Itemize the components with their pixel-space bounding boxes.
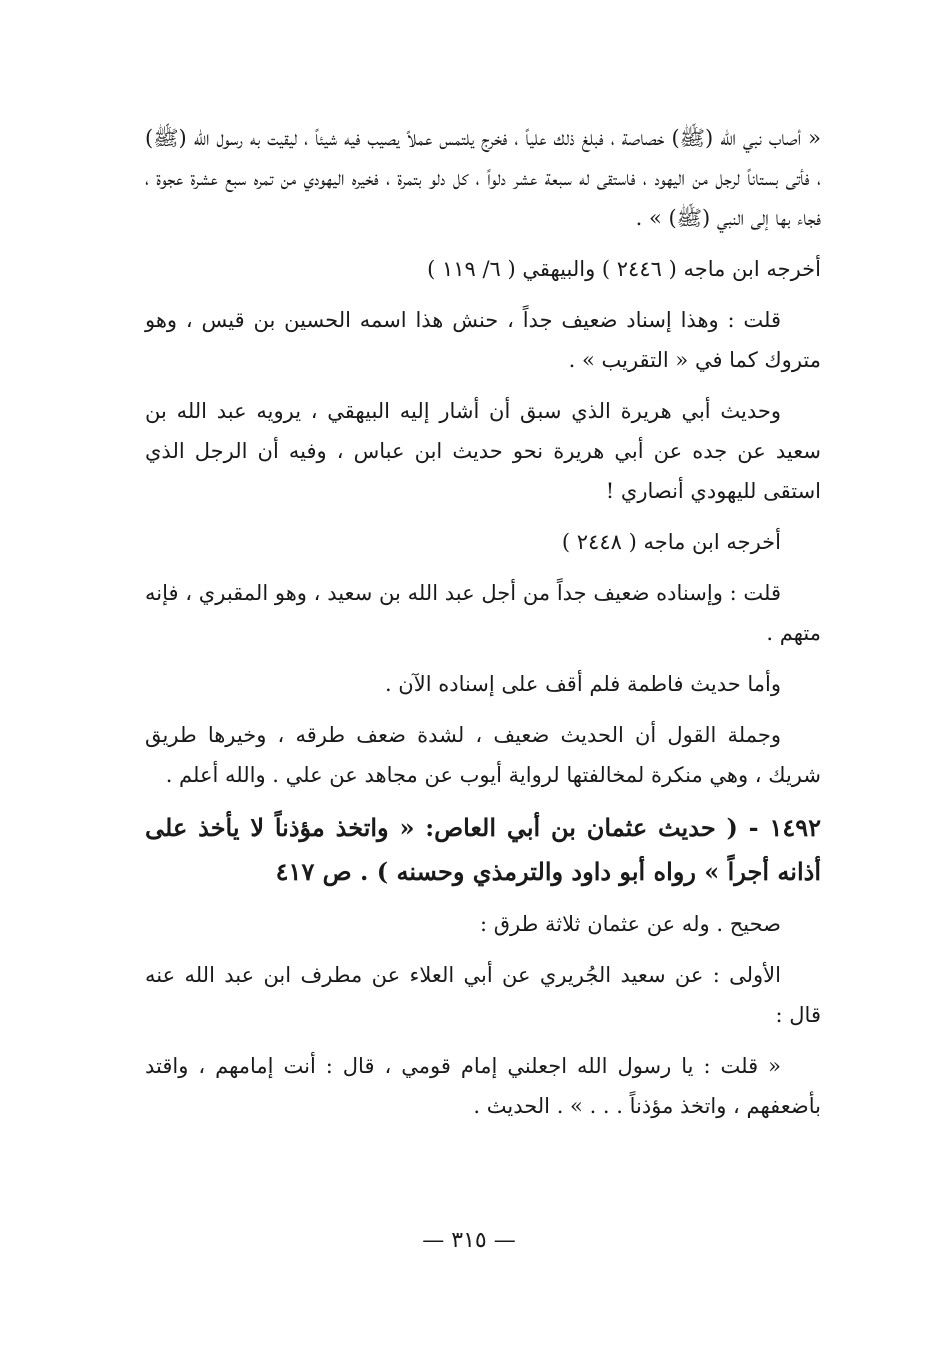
page-number: — ٣١٥ — [422,1228,516,1253]
hadith-1492-heading: ١٤٩٢ - ( حديث عثمان بن أبي العاص: « واتخذ مؤذناً لا يأخذ على أذانه أجراً » رواه أبو داود والترمذي وحسنه ) . ص ٤١٧ [145,813,821,886]
takhrij-1: أخرجه ابن ماجه ( ٢٤٤٦ ) والبيهقي ( ٦/ ١١٩ ) [427,257,821,281]
conclusion-paragraph: وجملة القول أن الحديث ضعيف ، لشدة ضعف طرقه ، وخيرها طريق شريك ، وهي منكرة لمخالفتها لرواية أيوب عن مجاهد عن علي . والله أعلم . [145,723,821,787]
first-route-paragraph: الأولى : عن سعيد الجُريري عن أبي العلاء عن مطرف ابن عبد الله عنه قال : [145,963,821,1027]
abu-hurayra-paragraph: وحديث أبي هريرة الذي سبق أن أشار إليه البيهقي ، يرويه عبد الله بن سعيد عن جده عن أبي هريرة نحو حديث ابن عباس ، وفيه أن الرجل الذي استقى لليهودي أنصاري ! [145,399,821,503]
takhrij-2: أخرجه ابن ماجه ( ٢٤٤٨ ) [561,530,781,554]
fatima-paragraph: وأما حديث فاطمة فلم أقف على إسناده الآن . [384,672,781,696]
comment-2: قلت : وإسناده ضعيف جداً من أجل عبد الله بن سعيد ، وهو المقبري ، فإنه متهم . [145,581,821,645]
comment-1: قلت : وهذا إسناد ضعيف جداً ، حنش هذا اسمه الحسين بن قيس ، وهو متروك كما في « التقريب » . [145,308,821,372]
qultu-paragraph: « قلت : يا رسول الله اجعلني إمام قومي ، قال : أنت إمامهم ، واقتد بأضعفهم ، واتخذ مؤذناً . . . » . الحديث . [145,1054,821,1118]
hadith-text: « أصاب نبي الله (ﷺ) خصاصة ، فبلغ ذلك علياً ، فخرج يلتمس عملاً يصيب فيه شيئاً ، ليقيت به رسول الله (ﷺ) ، فأتى بستاناً لرجل من اليهود ، فاستقى له سبعة عشر دلواً ، كل دلو بتمرة ، فخيره اليهودي من تمره سبع عشرة عجوة ، فجاء بها إلى النبي (ﷺ) » . [145,126,821,230]
sahih-paragraph: صحيح . وله عن عثمان ثلاثة طرق : [480,912,781,936]
page-body [145,118,821,1137]
